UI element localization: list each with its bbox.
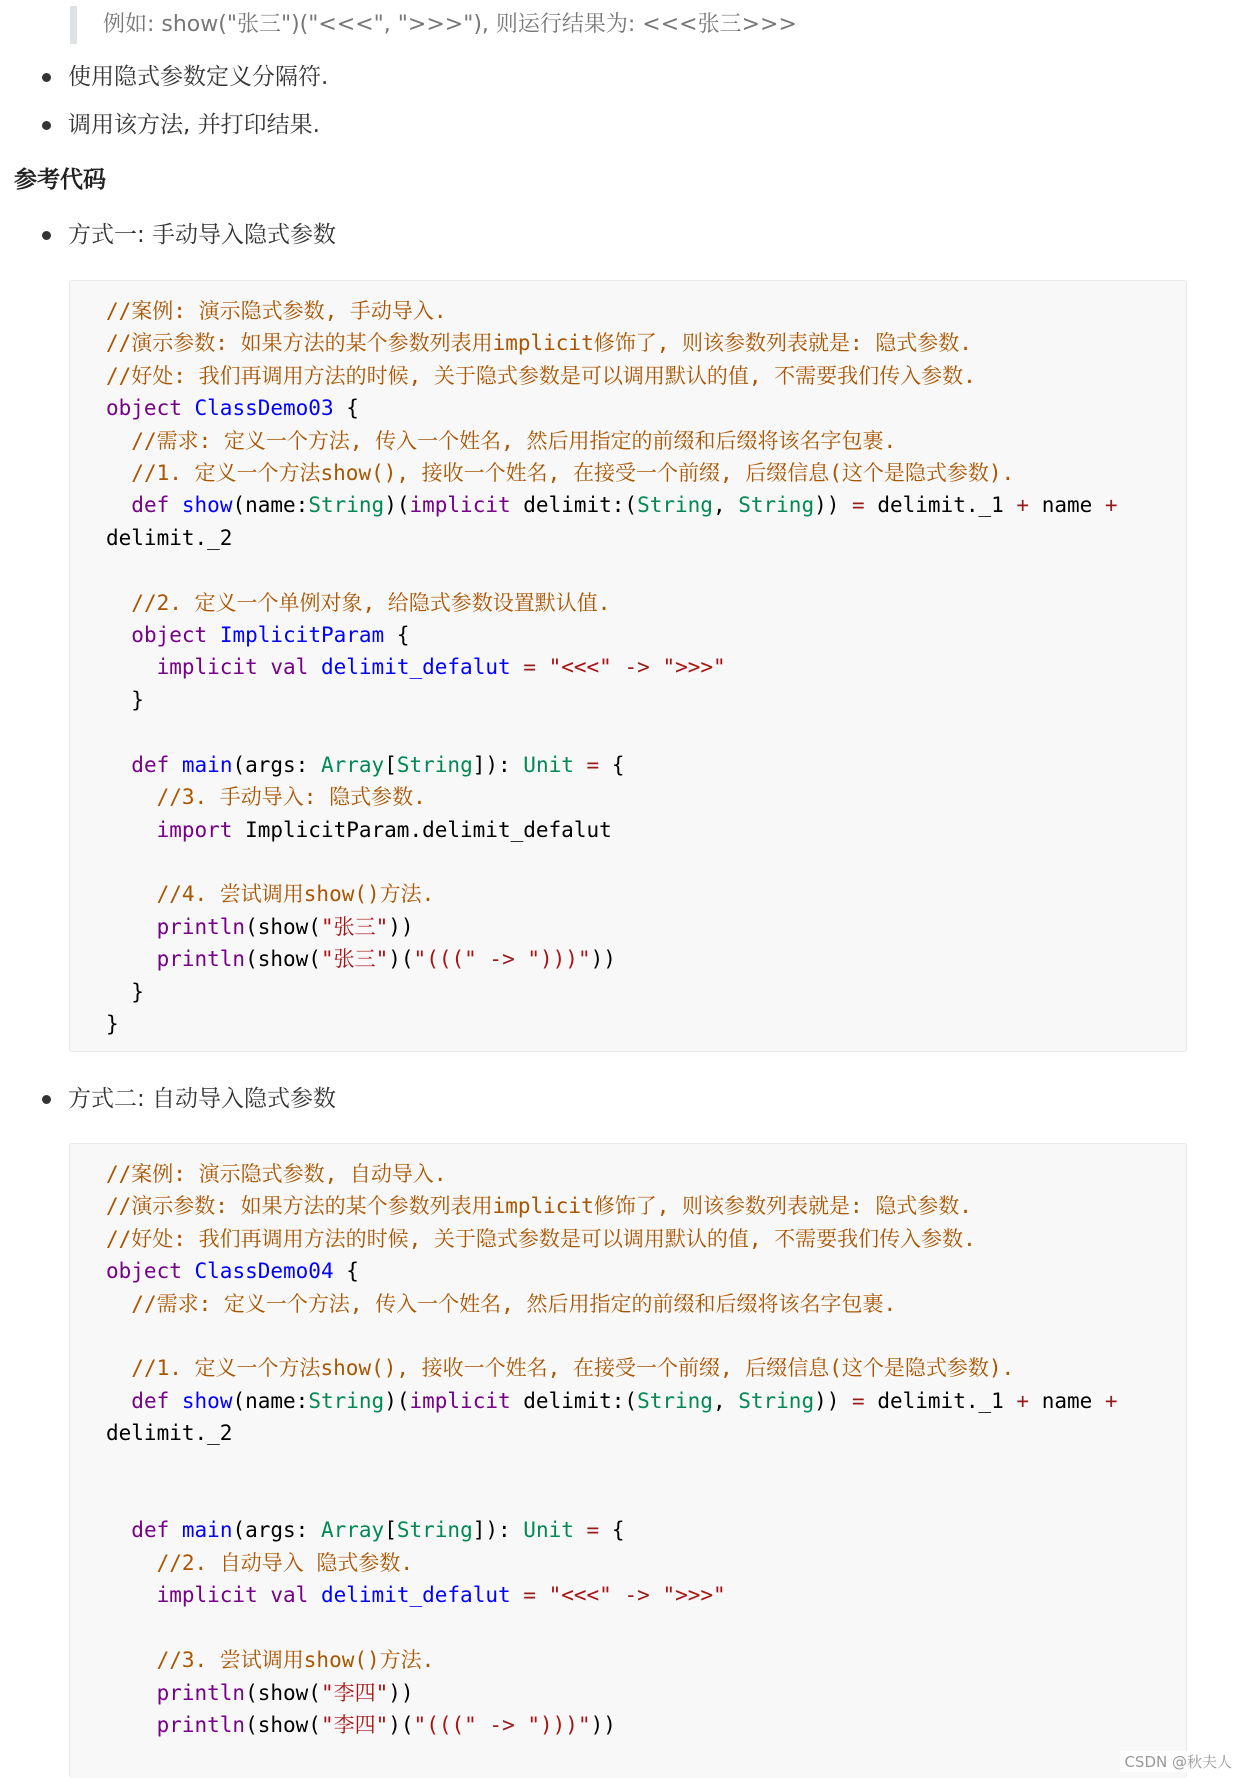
list-item-text: 使用隐式参数定义分隔符. xyxy=(68,64,329,90)
bullet-dot xyxy=(42,73,51,82)
bullet-dot xyxy=(42,231,51,240)
list-item-text: 调用该方法, 并打印结果. xyxy=(68,112,320,138)
watermark: CSDN @秋夫人 xyxy=(1120,1751,1236,1772)
code-block-2[interactable] xyxy=(69,1143,1187,1778)
method-1-label: 方式一: 手动导入隐式参数 xyxy=(68,222,337,248)
method-2-label: 方式二: 自动导入隐式参数 xyxy=(68,1086,337,1112)
bullet-dot xyxy=(42,121,51,130)
code-1: //案例: 演示隐式参数, 手动导入. //演示参数: 如果方法的某个参数列表用implicit修饰了, 则该参数列表就是: 隐式参数. //好处: 我们再调用方法的时候, 关于隐式参数是可以调用默认的值, 不需要我们传入参数. object ClassDemo03 { //需求: 定义一个方法, 传入一个姓名, 然后用指定的前缀和后缀将该名字包裹. //1. 定义一个方法show(), 接收一个姓名, 在接受一个前缀, 后缀信息(这个是隐式参数). def show(name:String)(implicit delimit:(String, String)) = delimit._1 + name + delimit._2 //2. 定义一个单例对象, 给隐式参数设置默认值. object ImplicitParam { implicit val delimit_defalut = "<<<" -> ">>>" } def main(args: Array[String]): Unit = { //3. 手动导入: 隐式参数. import ImplicitParam.delimit_defalut //4. 尝试调用show()方法. println(show("张三")) println(show("张三")("(((" -> ")))")) } } xyxy=(106,299,1118,1036)
example-quote: 例如: show("张三")("<<<", ">>>"), 则运行结果为: <<<张三>>> xyxy=(70,6,1170,44)
section-heading: 参考代码 xyxy=(14,167,106,193)
code-2: //案例: 演示隐式参数, 自动导入. //演示参数: 如果方法的某个参数列表用implicit修饰了, 则该参数列表就是: 隐式参数. //好处: 我们再调用方法的时候, 关于隐式参数是可以调用默认的值, 不需要我们传入参数. object ClassDemo04 { //需求: 定义一个方法, 传入一个姓名, 然后用指定的前缀和后缀将该名字包裹. //1. 定义一个方法show(), 接收一个姓名, 在接受一个前缀, 后缀信息(这个是隐式参数). def show(name:String)(implicit delimit:(String, String)) = delimit._1 + name + delimit._2 def main(args: Array[String]): Unit = { //2. 自动导入 隐式参数. implicit val delimit_defalut = "<<<" -> ">>>" //3. 尝试调用show()方法. println(show("李四")) println(show("李四")("(((" -> ")))")) xyxy=(106,1162,1118,1737)
code-block-1[interactable] xyxy=(69,280,1187,1052)
bullet-dot xyxy=(42,1095,51,1104)
